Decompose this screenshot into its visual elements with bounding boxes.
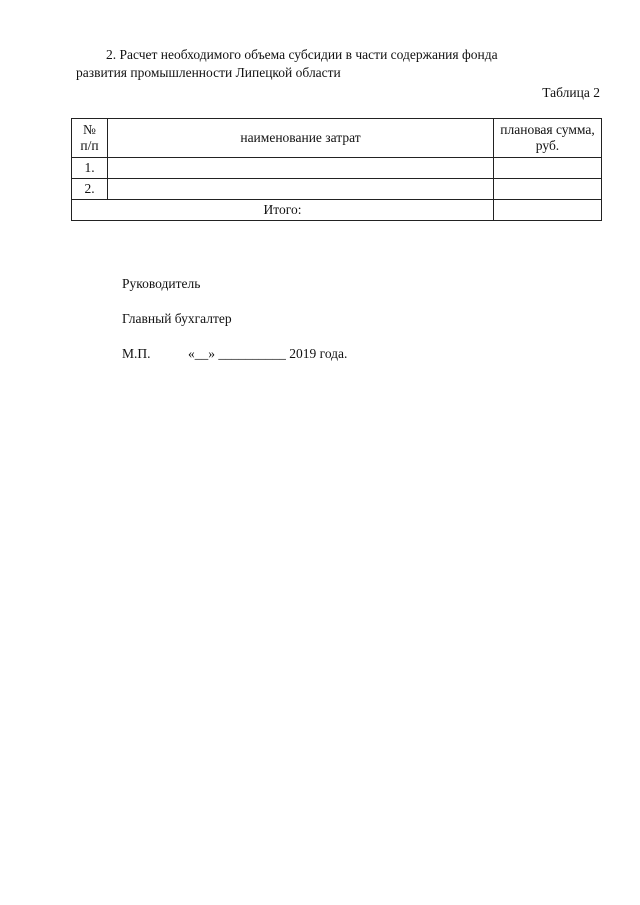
table-row — [72, 179, 602, 200]
heading-line-2: развития промышленности Липецкой области — [76, 65, 341, 80]
header-number: № п/п — [72, 119, 108, 158]
cost-table — [71, 118, 602, 221]
table-row — [72, 158, 602, 179]
header-cost-name: наименование затрат — [108, 119, 494, 158]
row-planned-sum — [494, 158, 602, 179]
stamp-label: М.П. — [122, 346, 151, 361]
row-planned-sum — [494, 179, 602, 200]
table-caption: Таблица 2 — [542, 85, 600, 100]
stamp-date-line — [122, 345, 347, 363]
header-planned-sum: плановая сумма, руб. — [494, 119, 602, 158]
chief-accountant-signature-label: Главный бухгалтер — [122, 311, 232, 326]
date-field: «__» __________ 2019 года. — [188, 346, 348, 361]
section-heading — [76, 46, 576, 82]
total-label: Итого: — [72, 200, 494, 221]
row-number: 1. — [72, 158, 108, 179]
table-header-row — [72, 119, 602, 158]
row-number: 2. — [72, 179, 108, 200]
signature-block — [122, 275, 347, 363]
row-cost-name — [108, 158, 494, 179]
total-value — [494, 200, 602, 221]
heading-line-1: 2. Расчет необходимого объема субсидии в части содержания фонда — [106, 47, 498, 62]
row-cost-name — [108, 179, 494, 200]
head-signature-label: Руководитель — [122, 276, 201, 291]
total-row — [72, 200, 602, 221]
